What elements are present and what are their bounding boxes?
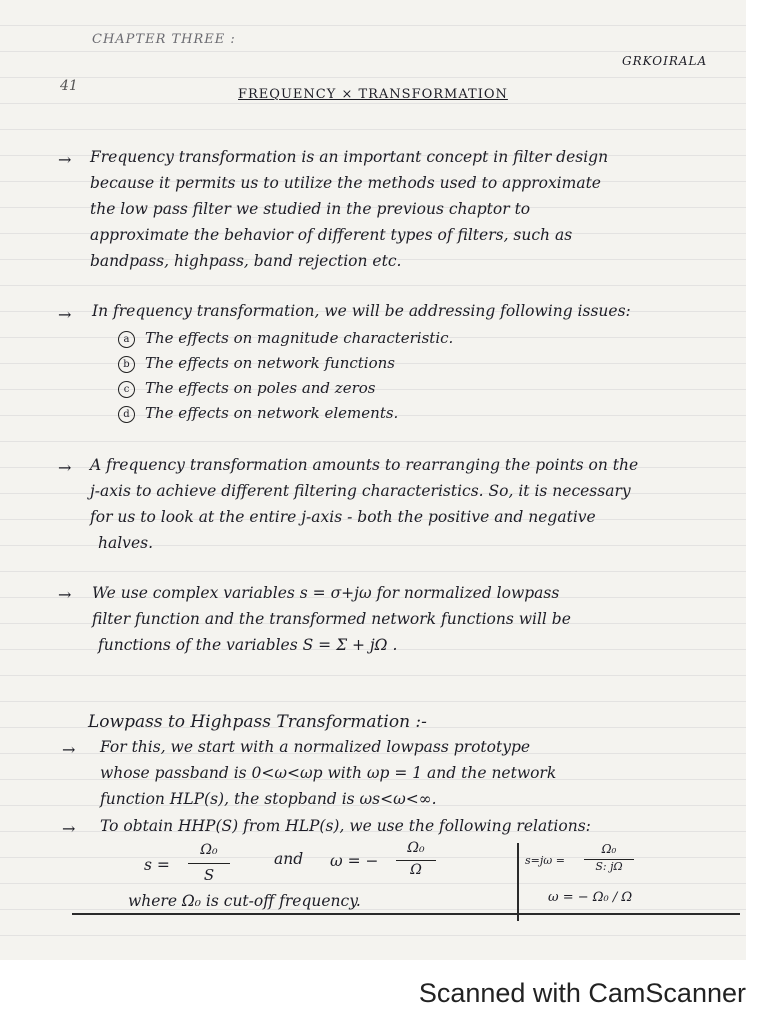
section-para1-line: For this, we start with a normalized lowpass prototype xyxy=(100,738,531,756)
para1-line: because it permits us to utilize the methods used to approximate xyxy=(90,174,601,192)
side-eq2: ω = − Ω₀ / Ω xyxy=(548,890,633,905)
para3-line: halves. xyxy=(98,534,153,552)
para2-line: In frequency transformation, we will be addressing following issues: xyxy=(92,302,631,320)
list-item xyxy=(118,379,375,398)
item-text: The effects on network elements. xyxy=(145,404,399,422)
page-title: FREQUENCY × TRANSFORMATION xyxy=(238,87,508,102)
bullet-arrow-2: → xyxy=(58,305,72,324)
side-eq1-numerator: Ω₀ xyxy=(601,842,617,856)
side-eq1-lhs: s=jω = xyxy=(525,854,565,867)
chapter-label: CHAPTER THREE : xyxy=(92,32,236,47)
item-text: The effects on poles and zeros xyxy=(145,379,376,397)
item-marker-c: c xyxy=(118,381,135,398)
where-line: where Ω₀ is cut-off frequency. xyxy=(128,892,361,910)
item-marker-a: a xyxy=(118,331,135,348)
eq2-numerator: Ω₀ xyxy=(407,840,425,856)
eq-and: and xyxy=(274,850,304,868)
para1-line: bandpass, highpass, band rejection etc. xyxy=(90,252,402,270)
section-heading: Lowpass to Highpass Transformation :- xyxy=(88,712,427,732)
eq1-fraction-bar xyxy=(188,863,230,864)
bullet-arrow-6: → xyxy=(62,819,76,838)
list-item xyxy=(118,404,398,423)
list-item xyxy=(118,354,395,373)
para3-line: j-axis to achieve different filtering characteristics. So, it is necessary xyxy=(90,482,631,500)
para1-line: Frequency transformation is an important concept in filter design xyxy=(90,148,609,166)
author-name: GRKOIRALA xyxy=(622,54,708,68)
section-para2: To obtain HHP(S) from HLP(s), we use the following relations: xyxy=(100,817,591,835)
side-note-divider xyxy=(517,843,519,921)
para3-line: for us to look at the entire j-axis - both the positive and negative xyxy=(90,508,596,526)
para1-line: approximate the behavior of different types of filters, such as xyxy=(90,226,573,244)
eq2-lhs: ω = − xyxy=(330,852,379,870)
bullet-arrow-4: → xyxy=(58,585,72,604)
item-marker-b: b xyxy=(118,356,135,373)
item-marker-d: d xyxy=(118,406,135,423)
eq1-lhs: s = xyxy=(144,856,170,874)
list-item xyxy=(118,329,453,348)
bullet-arrow-5: → xyxy=(62,740,76,759)
para3-line: A frequency transformation amounts to rearranging the points on the xyxy=(90,456,639,474)
page-number: 41 xyxy=(60,78,78,94)
eq1-numerator: Ω₀ xyxy=(200,842,218,858)
para4-line: functions of the variables S = Σ + jΩ . xyxy=(98,636,398,654)
item-text: The effects on magnitude characteristic. xyxy=(145,329,454,347)
bottom-rule xyxy=(72,913,740,915)
eq2-denominator: Ω xyxy=(410,862,422,878)
section-para1-line: function HLP(s), the stopband is ωs<ω<∞. xyxy=(100,790,437,808)
item-text: The effects on network functions xyxy=(145,354,395,372)
camscanner-watermark: Scanned with CamScanner xyxy=(418,978,746,1008)
page-margin xyxy=(746,0,768,960)
para1-line: the low pass filter we studied in the previous chaptor to xyxy=(90,200,531,218)
bullet-arrow-3: → xyxy=(58,458,72,477)
para4-line: filter function and the transformed network functions will be xyxy=(92,610,571,628)
bullet-arrow-1: → xyxy=(58,150,72,169)
para4-line: We use complex variables s = σ+jω for normalized lowpass xyxy=(92,584,560,602)
side-eq1-denominator: S: jΩ xyxy=(595,860,623,873)
section-para1-line: whose passband is 0<ω<ωp with ωp = 1 and the network xyxy=(100,764,557,782)
eq1-denominator: S xyxy=(203,866,215,884)
